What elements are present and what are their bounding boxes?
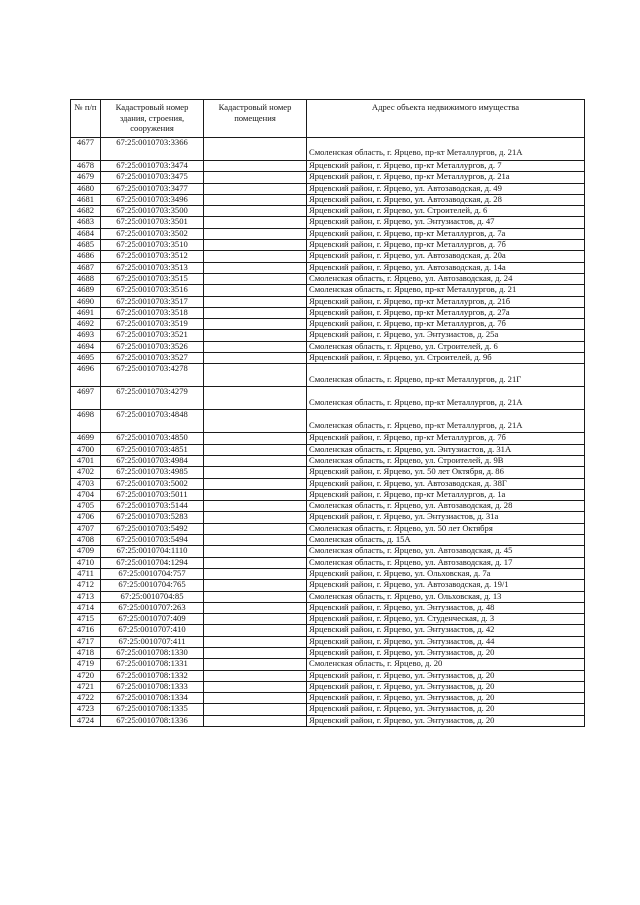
row-number: 4677 bbox=[71, 138, 101, 161]
property-address: Ярцевский район, г. Ярцево, ул. Энтузиастов, д. 42 bbox=[307, 625, 585, 636]
table-row bbox=[71, 523, 585, 534]
row-number: 4681 bbox=[71, 194, 101, 205]
row-number: 4708 bbox=[71, 535, 101, 546]
table-row bbox=[71, 273, 585, 284]
table-row bbox=[71, 387, 585, 410]
property-address: Смоленская область, г. Ярцево, д. 20 bbox=[307, 659, 585, 670]
row-number: 4719 bbox=[71, 659, 101, 670]
row-number: 4687 bbox=[71, 262, 101, 273]
room-cadastral-number bbox=[204, 467, 307, 478]
row-number: 4685 bbox=[71, 240, 101, 251]
property-address: Ярцевский район, г. Ярцево, ул. Строителей, д. 9б bbox=[307, 353, 585, 364]
room-cadastral-number bbox=[204, 251, 307, 262]
table-row bbox=[71, 319, 585, 330]
table-row bbox=[71, 715, 585, 726]
row-number: 4707 bbox=[71, 523, 101, 534]
room-cadastral-number bbox=[204, 387, 307, 410]
property-address: Ярцевский район, г. Ярцево, ул. Энтузиастов, д. 20 bbox=[307, 647, 585, 658]
cadastral-number: 67:25:0010707:409 bbox=[101, 614, 204, 625]
property-address: Ярцевский район, г. Ярцево, ул. Автозаводская, д. 28 bbox=[307, 194, 585, 205]
table-row bbox=[71, 647, 585, 658]
table-row bbox=[71, 693, 585, 704]
row-number: 4696 bbox=[71, 364, 101, 387]
room-cadastral-number bbox=[204, 614, 307, 625]
table-row bbox=[71, 138, 585, 161]
table-row bbox=[71, 478, 585, 489]
property-address: Ярцевский район, г. Ярцево, ул. Ольховская, д. 7а bbox=[307, 568, 585, 579]
cadastral-number: 67:25:0010703:3516 bbox=[101, 285, 204, 296]
property-address: Смоленская область, г. Ярцево, пр-кт Металлургов, д. 21А bbox=[307, 138, 585, 161]
room-cadastral-number bbox=[204, 602, 307, 613]
table-row bbox=[71, 217, 585, 228]
cadastral-number: 67:25:0010703:4850 bbox=[101, 433, 204, 444]
table-row bbox=[71, 262, 585, 273]
property-address: Ярцевский район, г. Ярцево, ул. Энтузиастов, д. 20 bbox=[307, 704, 585, 715]
property-address: Смоленская область, г. Ярцево, ул. Строителей, д. 9В bbox=[307, 455, 585, 466]
room-cadastral-number bbox=[204, 501, 307, 512]
row-number: 4715 bbox=[71, 614, 101, 625]
room-cadastral-number bbox=[204, 194, 307, 205]
property-address: Ярцевский район, г. Ярцево, ул. Энтузиастов, д. 25а bbox=[307, 330, 585, 341]
property-address: Ярцевский район, г. Ярцево, ул. Энтузиастов, д. 20 bbox=[307, 681, 585, 692]
row-number: 4686 bbox=[71, 251, 101, 262]
room-cadastral-number bbox=[204, 217, 307, 228]
property-address: Ярцевский район, г. Ярцево, пр-кт Металлургов, д. 7б bbox=[307, 433, 585, 444]
cadastral-number: 67:25:0010703:3517 bbox=[101, 296, 204, 307]
room-cadastral-number bbox=[204, 489, 307, 500]
room-cadastral-number bbox=[204, 647, 307, 658]
property-address: Смоленская область, г. Ярцево, ул. Строителей, д. 6 bbox=[307, 341, 585, 352]
property-address: Смоленская область, г. Ярцево, пр-кт Металлургов, д. 21Г bbox=[307, 364, 585, 387]
property-address: Ярцевский район, г. Ярцево, ул. Энтузиастов, д. 20 bbox=[307, 670, 585, 681]
room-cadastral-number bbox=[204, 512, 307, 523]
property-address: Ярцевский район, г. Ярцево, ул. Энтузиастов, д. 20 bbox=[307, 693, 585, 704]
table-row bbox=[71, 285, 585, 296]
row-number: 4678 bbox=[71, 161, 101, 172]
room-cadastral-number bbox=[204, 262, 307, 273]
row-number: 4698 bbox=[71, 410, 101, 433]
header-cadastral-building: Кадастровый номер здания, строения, сооружения bbox=[101, 100, 204, 138]
row-number: 4699 bbox=[71, 433, 101, 444]
cadastral-number: 67:25:0010704:1294 bbox=[101, 557, 204, 568]
row-number: 4705 bbox=[71, 501, 101, 512]
property-address: Смоленская область, г. Ярцево, пр-кт Металлургов, д. 21А bbox=[307, 410, 585, 433]
room-cadastral-number bbox=[204, 681, 307, 692]
room-cadastral-number bbox=[204, 341, 307, 352]
cadastral-number: 67:25:0010703:3515 bbox=[101, 273, 204, 284]
table-row bbox=[71, 330, 585, 341]
room-cadastral-number bbox=[204, 296, 307, 307]
room-cadastral-number bbox=[204, 433, 307, 444]
room-cadastral-number bbox=[204, 715, 307, 726]
cadastral-number: 67:25:0010704:765 bbox=[101, 580, 204, 591]
cadastral-number: 67:25:0010707:410 bbox=[101, 625, 204, 636]
room-cadastral-number bbox=[204, 206, 307, 217]
cadastral-number: 67:25:0010703:4984 bbox=[101, 455, 204, 466]
header-cadastral-room: Кадастровый номер помещения bbox=[204, 100, 307, 138]
table-row bbox=[71, 296, 585, 307]
table-row bbox=[71, 704, 585, 715]
row-number: 4720 bbox=[71, 670, 101, 681]
property-address: Ярцевский район, г. Ярцево, ул. Энтузиастов, д. 20 bbox=[307, 715, 585, 726]
cadastral-number: 67:25:0010703:3512 bbox=[101, 251, 204, 262]
cadastral-number: 67:25:0010708:1331 bbox=[101, 659, 204, 670]
property-address: Смоленская область, г. Ярцево, ул. Ольховская, д. 13 bbox=[307, 591, 585, 602]
room-cadastral-number bbox=[204, 659, 307, 670]
cadastral-number: 67:25:0010708:1336 bbox=[101, 715, 204, 726]
room-cadastral-number bbox=[204, 330, 307, 341]
property-address: Смоленская область, г. Ярцево, ул. Автозаводская, д. 24 bbox=[307, 273, 585, 284]
room-cadastral-number bbox=[204, 228, 307, 239]
room-cadastral-number bbox=[204, 172, 307, 183]
room-cadastral-number bbox=[204, 364, 307, 387]
property-address: Ярцевский район, г. Ярцево, ул. Энтузиастов, д. 44 bbox=[307, 636, 585, 647]
row-number: 4713 bbox=[71, 591, 101, 602]
row-number: 4680 bbox=[71, 183, 101, 194]
room-cadastral-number bbox=[204, 557, 307, 568]
property-address: Ярцевский район, г. Ярцево, пр-кт Металлургов, д. 7а bbox=[307, 228, 585, 239]
table-row bbox=[71, 455, 585, 466]
table-row bbox=[71, 625, 585, 636]
cadastral-number: 67:25:0010703:4278 bbox=[101, 364, 204, 387]
row-number: 4683 bbox=[71, 217, 101, 228]
cadastral-number: 67:25:0010703:3519 bbox=[101, 319, 204, 330]
table-row bbox=[71, 636, 585, 647]
table-row bbox=[71, 364, 585, 387]
property-address: Ярцевский район, г. Ярцево, пр-кт Металлургов, д. 7б bbox=[307, 319, 585, 330]
table-row bbox=[71, 614, 585, 625]
property-address: Ярцевский район, г. Ярцево, пр-кт Металлургов, д. 1а bbox=[307, 489, 585, 500]
property-address: Смоленская область, г. Ярцево, ул. Автозаводская, д. 45 bbox=[307, 546, 585, 557]
room-cadastral-number bbox=[204, 410, 307, 433]
room-cadastral-number bbox=[204, 307, 307, 318]
table-row bbox=[71, 568, 585, 579]
cadastral-number: 67:25:0010708:1332 bbox=[101, 670, 204, 681]
room-cadastral-number bbox=[204, 138, 307, 161]
room-cadastral-number bbox=[204, 625, 307, 636]
property-address: Смоленская область, г. Ярцево, ул. Автозаводская, д. 28 bbox=[307, 501, 585, 512]
property-address: Ярцевский район, г. Ярцево, ул. 50 лет Октября, д. 86 bbox=[307, 467, 585, 478]
room-cadastral-number bbox=[204, 444, 307, 455]
room-cadastral-number bbox=[204, 319, 307, 330]
property-address: Ярцевский район, г. Ярцево, ул. Автозаводская, д. 38Г bbox=[307, 478, 585, 489]
cadastral-number: 67:25:0010704:757 bbox=[101, 568, 204, 579]
row-number: 4717 bbox=[71, 636, 101, 647]
property-address: Ярцевский район, г. Ярцево, ул. Автозаводская, д. 20а bbox=[307, 251, 585, 262]
cadastral-number: 67:25:0010703:4279 bbox=[101, 387, 204, 410]
cadastral-number: 67:25:0010703:4985 bbox=[101, 467, 204, 478]
room-cadastral-number bbox=[204, 670, 307, 681]
row-number: 4695 bbox=[71, 353, 101, 364]
cadastral-number: 67:25:0010703:3518 bbox=[101, 307, 204, 318]
table-row bbox=[71, 535, 585, 546]
cadastral-number: 67:25:0010703:3475 bbox=[101, 172, 204, 183]
property-register-table bbox=[70, 99, 585, 727]
cadastral-number: 67:25:0010703:4848 bbox=[101, 410, 204, 433]
cadastral-number: 67:25:0010707:411 bbox=[101, 636, 204, 647]
cadastral-number: 67:25:0010703:5002 bbox=[101, 478, 204, 489]
table-row bbox=[71, 307, 585, 318]
row-number: 4702 bbox=[71, 467, 101, 478]
room-cadastral-number bbox=[204, 455, 307, 466]
property-address: Смоленская область, д. 15А bbox=[307, 535, 585, 546]
row-number: 4710 bbox=[71, 557, 101, 568]
room-cadastral-number bbox=[204, 353, 307, 364]
table-row bbox=[71, 172, 585, 183]
cadastral-number: 67:25:0010703:3500 bbox=[101, 206, 204, 217]
table-header-row bbox=[71, 100, 585, 138]
table-row bbox=[71, 341, 585, 352]
table-row bbox=[71, 251, 585, 262]
cadastral-number: 67:25:0010704:85 bbox=[101, 591, 204, 602]
table-row bbox=[71, 444, 585, 455]
row-number: 4703 bbox=[71, 478, 101, 489]
table-row bbox=[71, 161, 585, 172]
cadastral-number: 67:25:0010703:3501 bbox=[101, 217, 204, 228]
row-number: 4691 bbox=[71, 307, 101, 318]
property-address: Смоленская область, г. Ярцево, пр-кт Металлургов, д. 21 bbox=[307, 285, 585, 296]
cadastral-number: 67:25:0010703:3477 bbox=[101, 183, 204, 194]
property-address: Ярцевский район, г. Ярцево, ул. Автозаводская, д. 19/1 bbox=[307, 580, 585, 591]
cadastral-number: 67:25:0010708:1335 bbox=[101, 704, 204, 715]
table-row bbox=[71, 602, 585, 613]
row-number: 4722 bbox=[71, 693, 101, 704]
row-number: 4712 bbox=[71, 580, 101, 591]
table-row bbox=[71, 240, 585, 251]
cadastral-number: 67:25:0010708:1330 bbox=[101, 647, 204, 658]
table-row bbox=[71, 670, 585, 681]
room-cadastral-number bbox=[204, 523, 307, 534]
table-row bbox=[71, 546, 585, 557]
room-cadastral-number bbox=[204, 693, 307, 704]
room-cadastral-number bbox=[204, 591, 307, 602]
table-row bbox=[71, 433, 585, 444]
header-address: Адрес объекта недвижимого имущества bbox=[307, 100, 585, 138]
cadastral-number: 67:25:0010703:3527 bbox=[101, 353, 204, 364]
room-cadastral-number bbox=[204, 273, 307, 284]
table-row bbox=[71, 183, 585, 194]
cadastral-number: 67:25:0010703:5492 bbox=[101, 523, 204, 534]
row-number: 4706 bbox=[71, 512, 101, 523]
cadastral-number: 67:25:0010703:3521 bbox=[101, 330, 204, 341]
cadastral-number: 67:25:0010703:5011 bbox=[101, 489, 204, 500]
row-number: 4716 bbox=[71, 625, 101, 636]
header-number: № п/п bbox=[71, 100, 101, 138]
cadastral-number: 67:25:0010703:3526 bbox=[101, 341, 204, 352]
row-number: 4709 bbox=[71, 546, 101, 557]
row-number: 4711 bbox=[71, 568, 101, 579]
table-body bbox=[71, 138, 585, 727]
property-address: Ярцевский район, г. Ярцево, ул. Автозаводская, д. 14а bbox=[307, 262, 585, 273]
property-address: Ярцевский район, г. Ярцево, ул. Энтузиастов, д. 47 bbox=[307, 217, 585, 228]
row-number: 4693 bbox=[71, 330, 101, 341]
cadastral-number: 67:25:0010703:5144 bbox=[101, 501, 204, 512]
property-address: Ярцевский район, г. Ярцево, ул. Строителей, д. 6 bbox=[307, 206, 585, 217]
cadastral-number: 67:25:0010708:1333 bbox=[101, 681, 204, 692]
row-number: 4724 bbox=[71, 715, 101, 726]
property-address: Ярцевский район, г. Ярцево, пр-кт Металлургов, д. 21б bbox=[307, 296, 585, 307]
room-cadastral-number bbox=[204, 161, 307, 172]
property-address: Ярцевский район, г. Ярцево, ул. Энтузиастов, д. 48 bbox=[307, 602, 585, 613]
table-row bbox=[71, 410, 585, 433]
table-row bbox=[71, 467, 585, 478]
room-cadastral-number bbox=[204, 568, 307, 579]
property-address: Ярцевский район, г. Ярцево, пр-кт Металлургов, д. 21а bbox=[307, 172, 585, 183]
table-row bbox=[71, 580, 585, 591]
row-number: 4697 bbox=[71, 387, 101, 410]
row-number: 4684 bbox=[71, 228, 101, 239]
row-number: 4694 bbox=[71, 341, 101, 352]
property-address: Смоленская область, г. Ярцево, ул. 50 лет Октября bbox=[307, 523, 585, 534]
table-row bbox=[71, 228, 585, 239]
cadastral-number: 67:25:0010708:1334 bbox=[101, 693, 204, 704]
room-cadastral-number bbox=[204, 535, 307, 546]
room-cadastral-number bbox=[204, 478, 307, 489]
room-cadastral-number bbox=[204, 183, 307, 194]
room-cadastral-number bbox=[204, 285, 307, 296]
property-address: Смоленская область, г. Ярцево, пр-кт Металлургов, д. 21А bbox=[307, 387, 585, 410]
table-row bbox=[71, 501, 585, 512]
property-address: Ярцевский район, г. Ярцево, ул. Студенческая, д. 3 bbox=[307, 614, 585, 625]
table-row bbox=[71, 206, 585, 217]
property-address: Ярцевский район, г. Ярцево, пр-кт Металлургов, д. 27а bbox=[307, 307, 585, 318]
table-row bbox=[71, 194, 585, 205]
cadastral-number: 67:25:0010703:3502 bbox=[101, 228, 204, 239]
row-number: 4723 bbox=[71, 704, 101, 715]
cadastral-number: 67:25:0010703:4851 bbox=[101, 444, 204, 455]
table-row bbox=[71, 591, 585, 602]
room-cadastral-number bbox=[204, 546, 307, 557]
cadastral-number: 67:25:0010703:3513 bbox=[101, 262, 204, 273]
row-number: 4688 bbox=[71, 273, 101, 284]
table-row bbox=[71, 557, 585, 568]
row-number: 4682 bbox=[71, 206, 101, 217]
cadastral-number: 67:25:0010707:263 bbox=[101, 602, 204, 613]
property-address: Смоленская область, г. Ярцево, ул. Автозаводская, д. 17 bbox=[307, 557, 585, 568]
table-row bbox=[71, 353, 585, 364]
property-address: Ярцевский район, г. Ярцево, пр-кт Металлургов, д. 7 bbox=[307, 161, 585, 172]
room-cadastral-number bbox=[204, 580, 307, 591]
row-number: 4721 bbox=[71, 681, 101, 692]
cadastral-number: 67:25:0010703:5283 bbox=[101, 512, 204, 523]
row-number: 4700 bbox=[71, 444, 101, 455]
room-cadastral-number bbox=[204, 636, 307, 647]
table-row bbox=[71, 659, 585, 670]
cadastral-number: 67:25:0010704:1110 bbox=[101, 546, 204, 557]
room-cadastral-number bbox=[204, 240, 307, 251]
table-row bbox=[71, 681, 585, 692]
cadastral-number: 67:25:0010703:3366 bbox=[101, 138, 204, 161]
cadastral-number: 67:25:0010703:5494 bbox=[101, 535, 204, 546]
property-address: Ярцевский район, г. Ярцево, ул. Автозаводская, д. 49 bbox=[307, 183, 585, 194]
row-number: 4679 bbox=[71, 172, 101, 183]
row-number: 4718 bbox=[71, 647, 101, 658]
property-address: Смоленская область, г. Ярцево, ул. Энтузиастов, д. 31А bbox=[307, 444, 585, 455]
room-cadastral-number bbox=[204, 704, 307, 715]
row-number: 4704 bbox=[71, 489, 101, 500]
table-row bbox=[71, 512, 585, 523]
cadastral-number: 67:25:0010703:3474 bbox=[101, 161, 204, 172]
property-address: Ярцевский район, г. Ярцево, ул. Энтузиастов, д. 31а bbox=[307, 512, 585, 523]
row-number: 4701 bbox=[71, 455, 101, 466]
table-row bbox=[71, 489, 585, 500]
row-number: 4689 bbox=[71, 285, 101, 296]
cadastral-number: 67:25:0010703:3510 bbox=[101, 240, 204, 251]
cadastral-number: 67:25:0010703:3496 bbox=[101, 194, 204, 205]
row-number: 4692 bbox=[71, 319, 101, 330]
row-number: 4714 bbox=[71, 602, 101, 613]
row-number: 4690 bbox=[71, 296, 101, 307]
property-address: Ярцевский район, г. Ярцево, пр-кт Металлургов, д. 7б bbox=[307, 240, 585, 251]
